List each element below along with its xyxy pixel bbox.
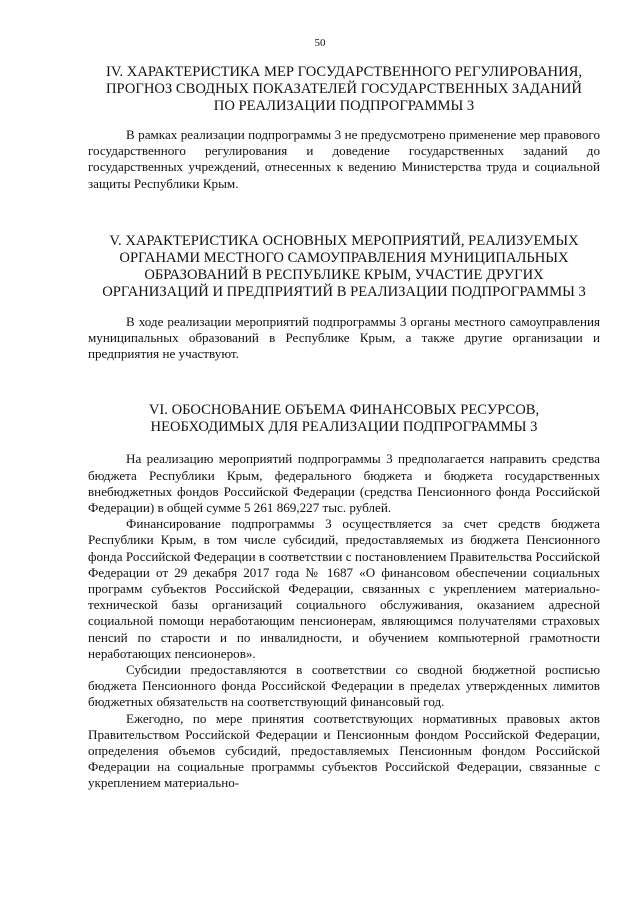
heading-line: ОРГАНИЗАЦИЙ И ПРЕДПРИЯТИЙ В РЕАЛИЗАЦИИ ПОДПРОГРАММЫ 3 <box>102 283 586 300</box>
heading-line: IV. ХАРАКТЕРИСТИКА МЕР ГОСУДАРСТВЕННОГО РЕГУЛИРОВАНИЯ, <box>105 64 583 80</box>
section-heading-iv <box>88 64 600 115</box>
heading-line: ПРОГНОЗ СВОДНЫХ ПОКАЗАТЕЛЕЙ ГОСУДАРСТВЕННЫХ ЗАДАНИЙ <box>106 81 582 97</box>
paragraph: Финансирование подпрограммы 3 осуществляется за счет средств бюджета Республики Крым, в том числе субсидий, предоставляемых из бюджета Пенсионного фонда Российской Федерации в соответствии с постановлением Правительства Российской Федерации от 29 декабря 2017 года № 1687 «О финансовом обеспечении социальных программ субъектов Российской Федерации, связанных с укреплением материально-технической базы организаций социального обслуживания, оказанием адресной социальной помощи неработающим пенсионерам, являющимся получателями страховых пенсий по старости и по инвалидности, и обучением компьютерной грамотности неработающих пенсионеров». <box>88 516 600 661</box>
heading-line: НЕОБХОДИМЫХ ДЛЯ РЕАЛИЗАЦИИ ПОДПРОГРАММЫ 3 <box>150 419 538 436</box>
section-heading-vi <box>88 402 600 436</box>
paragraph: Субсидии предоставляются в соответствии со сводной бюджетной росписью бюджета Пенсионного фонда Российской Федерации в пределах утвержденных лимитов бюджетных обязательств на соответствующий финансовый год. <box>88 662 600 710</box>
paragraph: В ходе реализации мероприятий подпрограммы 3 органы местного самоуправления муниципальных образований в Республике Крым, а также другие организации и предприятия не участвуют. <box>88 313 600 362</box>
heading-line: V. ХАРАКТЕРИСТИКА ОСНОВНЫХ МЕРОПРИЯТИЙ, РЕАЛИЗУЕМЫХ <box>109 232 579 249</box>
section-heading-v <box>88 233 600 301</box>
heading-line: VI. ОБОСНОВАНИЕ ОБЪЕМА ФИНАНСОВЫХ РЕСУРСОВ, <box>148 402 540 419</box>
heading-line: ОБРАЗОВАНИЙ В РЕСПУБЛИКЕ КРЫМ, УЧАСТИЕ ДРУГИХ <box>144 266 544 283</box>
paragraph: На реализацию мероприятий подпрограммы 3 предполагается направить средства бюджета Республики Крым, федерального бюджета и бюджета государственных внебюджетных фондов Российской Федерации (средства Пенсионного фонда Российской Федерации) в общей сумме 5 261 869,227 тыс. рублей. <box>88 451 600 516</box>
page-number: 50 <box>314 37 326 49</box>
paragraph: В рамках реализации подпрограммы 3 не предусмотрено применение мер правового государственного регулирования и доведение государственных заданий до государственных учреждений, отнесенных к ведению Министерства труда и социальной защиты Республики Крым. <box>88 127 600 191</box>
paragraph: Ежегодно, по мере принятия соответствующих нормативных правовых актов Правительством Российской Федерации и Пенсионным фондом Российской Федерации, определения объемов субсидий, предоставляемых Пенсионным фондом Российской Федерации на социальные программы субъектов Российской Федерации, связанные с укреплением материально- <box>88 710 600 791</box>
page-content <box>88 60 600 792</box>
heading-line: ПО РЕАЛИЗАЦИИ ПОДПРОГРАММЫ 3 <box>213 98 475 114</box>
heading-line: ОРГАНАМИ МЕСТНОГО САМОУПРАВЛЕНИЯ МУНИЦИПАЛЬНЫХ <box>119 249 569 266</box>
